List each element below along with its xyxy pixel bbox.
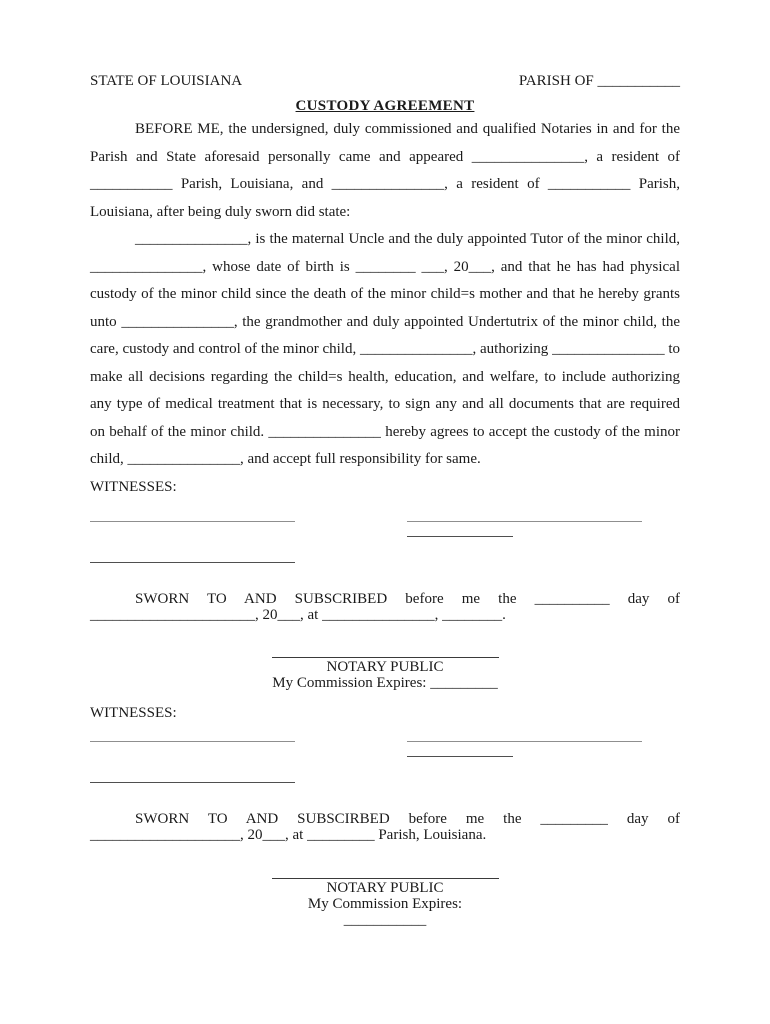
witnesses-label: WITNESSES: (90, 478, 177, 495)
paragraph-line: make all decisions regarding the child=s health, education, and welfare, to include authorizing (90, 368, 680, 385)
notary-signature-line (272, 878, 499, 879)
signer-signature-line (407, 521, 642, 522)
paragraph-line: Louisiana, after being duly sworn did state: (90, 203, 351, 220)
paragraph-line: BEFORE ME, the undersigned, duly commissioned and qualified Notaries in and for the (135, 121, 680, 137)
paragraph-line: _______________, whose date of birth is ________ ___, 20___, and that he has had physical (90, 258, 680, 275)
notary-signature-line (272, 657, 499, 658)
sworn-clause-line: ______________________, 20___, at _______________, ________. (90, 607, 506, 623)
witness-signature-line (90, 521, 295, 522)
notary-public-label: NOTARY PUBLIC (326, 659, 444, 675)
notary-block (268, 657, 503, 691)
paragraph-line: child, _______________, and accept full responsibility for same. (90, 451, 481, 467)
notary-block (268, 878, 503, 928)
document-body (90, 116, 680, 501)
parish-header: PARISH OF ___________ (518, 73, 680, 89)
notary-public-label: NOTARY PUBLIC (326, 880, 444, 896)
signer-signature-column (407, 521, 642, 563)
commission-expires-label: My Commission Expires: _________ (272, 675, 498, 691)
paragraph-line: _______________, is the maternal Uncle and the duly appointed Tutor of the minor child, (135, 231, 680, 247)
document-header (90, 72, 680, 90)
witnesses-label: WITNESSES: (90, 705, 177, 721)
witness-signature-column (90, 521, 295, 563)
paragraph-line: on behalf of the minor child. _______________ hereby agrees to accept the custody of the minor (90, 423, 680, 440)
paragraph-line: ___________ Parish, Louisiana, and _______________, a resident of ___________ Parish, (90, 176, 680, 192)
paragraph-line: unto _______________, the grandmother and duly appointed Undertutrix of the minor child, the (90, 313, 680, 330)
witness-signature-block (90, 741, 680, 783)
paragraph-line: custody of the minor child since the death of the minor child=s mother and that he hereby grants (90, 286, 680, 302)
witness-signature-block (90, 521, 680, 563)
signer-name-line (407, 756, 513, 757)
sworn-clause-line: ____________________, 20___, at _________ Parish, Louisiana. (90, 827, 487, 843)
paragraph-line: care, custody and control of the minor child, _______________, authorizing _______________ to (90, 341, 680, 357)
paragraph-line: Parish and State aforesaid personally came and appeared _______________, a resident of (90, 148, 680, 165)
sworn-clause (90, 591, 680, 623)
document-title: CUSTODY AGREEMENT (295, 98, 475, 114)
signer-signature-line (407, 741, 642, 742)
witness-signature-line (90, 562, 295, 563)
signer-signature-column (407, 741, 642, 783)
witness-signature-line (90, 741, 295, 742)
witness-signature-column (90, 741, 295, 783)
paragraph-line: any type of medical treatment that is necessary, to sign any and all documents that are required (90, 396, 680, 412)
witness-signature-line (90, 782, 295, 783)
sworn-clause-line: SWORN TO AND SUBSCIRBED before me the _________ day of (135, 811, 680, 827)
sworn-clause-line: SWORN TO AND SUBSCRIBED before me the __________ day of (135, 591, 680, 607)
state-header: STATE OF LOUISIANA (90, 73, 243, 89)
signer-name-line (407, 536, 513, 537)
sworn-clause (90, 811, 680, 843)
commission-expires-label: My Commission Expires: ___________ (307, 896, 463, 928)
